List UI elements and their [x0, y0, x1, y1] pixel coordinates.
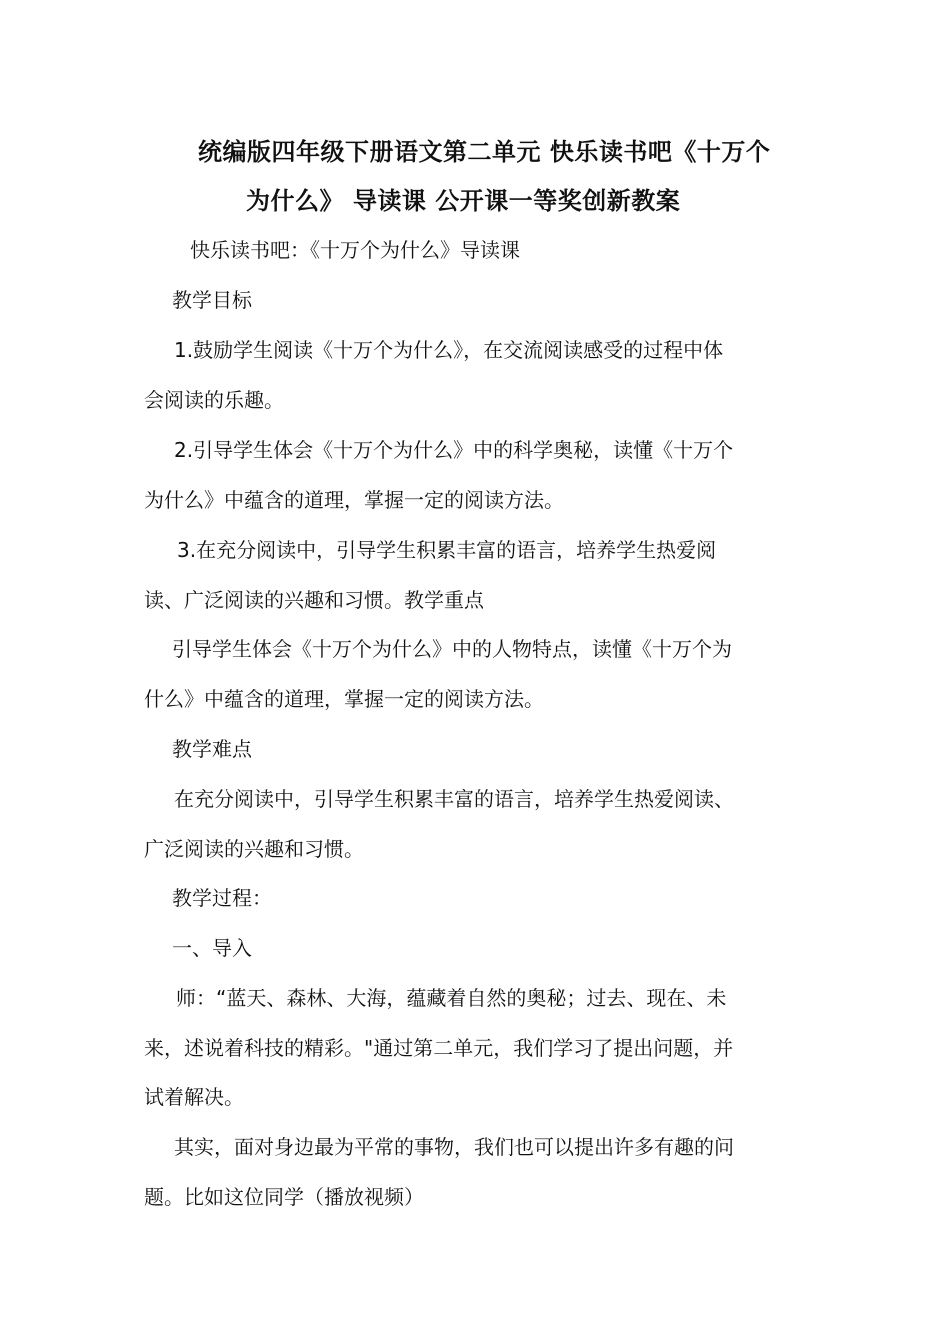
keypoint-line-2: 什么》中蕴含的道理，掌握一定的阅读方法。 [144, 687, 544, 711]
teacher-line-3: 试着解决。 [144, 1085, 244, 1109]
difficulty-line-1: 在充分阅读中，引导学生积累丰富的语言，培养学生热爱阅读、 [174, 787, 734, 811]
paragraph-line-2: 题。比如这位同学（播放视频） [144, 1185, 424, 1209]
objective-3-line-2: 读、广泛阅读的兴趣和习惯。教学重点 [144, 588, 484, 612]
teacher-line-1: 师：“蓝天、森林、大海，蕴藏着自然的奥秘；过去、现在、未 [176, 986, 727, 1010]
difficulty-line-2: 广泛阅读的兴趣和习惯。 [144, 837, 364, 861]
paragraph-line-1: 其实，面对身边最为平常的事物，我们也可以提出许多有趣的问 [174, 1135, 734, 1159]
heading-objectives: 教学目标 [172, 288, 252, 312]
section-intro: 一、导入 [172, 936, 252, 960]
keypoint-line-1: 引导学生体会《十万个为什么》中的人物特点，读懂《十万个为 [172, 637, 732, 661]
lesson-subtitle: 快乐读书吧：《十万个为什么》导读课 [190, 238, 520, 262]
objective-2-line-2: 为什么》中蕴含的道理，掌握一定的阅读方法。 [144, 488, 564, 512]
heading-process: 教学过程： [172, 886, 272, 910]
objective-2-line-1: 2.引导学生体会《十万个为什么》中的科学奥秘，读懂《十万个 [174, 438, 734, 462]
document-title-line-2: 为什么》 导读课 公开课一等奖创新教案 [246, 187, 681, 215]
objective-1-line-1: 1.鼓励学生阅读《十万个为什么》，在交流阅读感受的过程中体 [174, 338, 724, 362]
teacher-line-2: 来，述说着科技的精彩。"通过第二单元，我们学习了提出问题，并 [144, 1036, 734, 1060]
objective-3-line-1: 3.在充分阅读中，引导学生积累丰富的语言，培养学生热爱阅 [177, 538, 717, 562]
objective-1-line-2: 会阅读的乐趣。 [144, 388, 284, 412]
heading-difficulty: 教学难点 [172, 737, 252, 761]
document-title-line-1: 统编版四年级下册语文第二单元 快乐读书吧《十万个 [198, 138, 771, 166]
